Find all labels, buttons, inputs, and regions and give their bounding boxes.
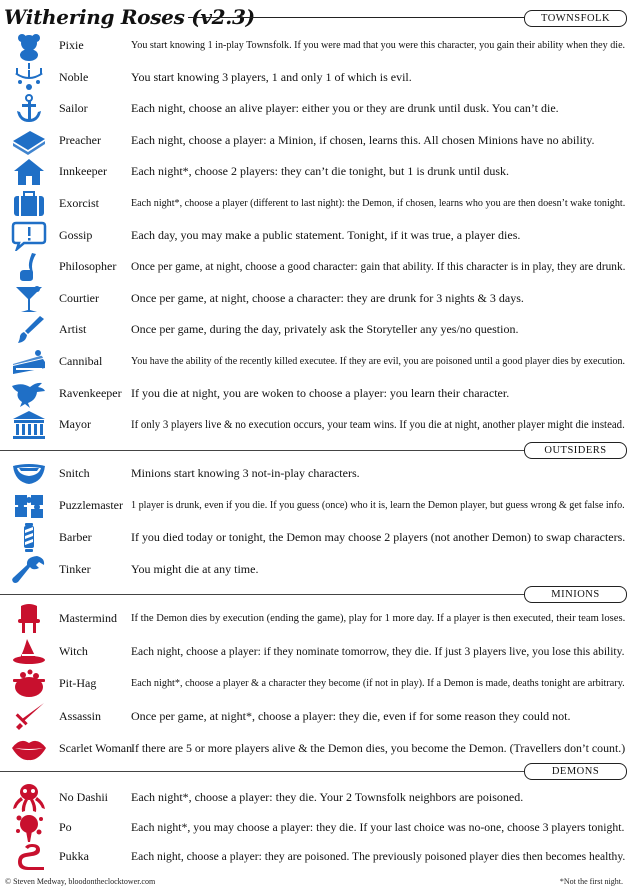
- role-row-courtier: [0, 283, 629, 314]
- role-name: Philosopher: [59, 259, 117, 274]
- role-name: Ravenkeeper: [59, 385, 122, 400]
- role-ability: You start knowing 1 in-play Townsfolk. If you were mad that you were this character, you gain their ability when they die.: [131, 39, 626, 51]
- role-row-tinker: [0, 554, 629, 585]
- pipe-icon: [10, 251, 48, 282]
- role-ability: Each night*, choose a player & a character they become (if not in play). If a Demon is made, deaths tonight are arbitrary.: [131, 677, 625, 689]
- role-name: Mastermind: [59, 611, 117, 625]
- cake-icon: [10, 346, 48, 377]
- title-rule: [188, 17, 524, 18]
- house-icon: [10, 156, 48, 187]
- role-ability: Each night, choose a player: if they nominate tomorrow, they die. If just 3 players live, you lose this ability.: [131, 643, 625, 658]
- puzzle-pieces-icon: [10, 490, 48, 521]
- minions-rule: [0, 594, 524, 595]
- blood-splatter-icon: [10, 812, 48, 843]
- section-label-townsfolk: TOWNSFOLK: [524, 10, 627, 27]
- role-name: Scarlet Woman: [59, 741, 133, 755]
- role-name: Artist: [59, 322, 87, 337]
- teddy-bear-icon: [10, 30, 48, 61]
- role-name: Noble: [59, 69, 89, 84]
- role-ability: You might die at any time.: [131, 562, 259, 576]
- role-name: Gossip: [59, 227, 93, 242]
- role-name: Exorcist: [59, 196, 99, 210]
- role-name: Snitch: [59, 466, 90, 480]
- role-name: Courtier: [59, 290, 99, 305]
- role-row-cannibal: [0, 346, 629, 377]
- role-row-assassin: [0, 701, 629, 732]
- role-row-pixie: [0, 30, 629, 61]
- witch-hat-icon: [10, 636, 48, 667]
- role-row-gossip: [0, 220, 629, 251]
- role-ability: You start knowing 3 players, 1 and only 1 of which is evil.: [131, 69, 412, 84]
- section-label-outsiders: OUTSIDERS: [524, 442, 627, 459]
- role-ability: 1 player is drunk, even if you die. If you guess (once) who it is, learn the Demon player, but guess wrong & get false info.: [131, 499, 625, 511]
- role-name: Innkeeper: [59, 164, 107, 179]
- role-ability: Each night*, you may choose a player: they die. If your last choice was no-one, choose 3 players tonight.: [131, 819, 625, 834]
- role-name: Witch: [59, 643, 88, 658]
- role-name: Tinker: [59, 562, 91, 576]
- role-row-innkeeper: [0, 156, 629, 187]
- role-ability: If there are 5 or more players alive & the Demon dies, you become the Demon. (Travellers don’t count.): [131, 741, 626, 755]
- role-name: Pit-Hag: [59, 676, 97, 690]
- wrench-icon: [10, 554, 48, 585]
- role-name: Pixie: [59, 38, 84, 52]
- role-name: Cannibal: [59, 354, 103, 368]
- role-row-mastermind: [0, 603, 629, 634]
- role-ability: If only 3 players live & no execution occurs, your team wins. If you die at night, another player might die instead.: [131, 417, 625, 432]
- script-title: Withering Roses (v2.3): [4, 5, 255, 29]
- paintbrush-icon: [10, 314, 48, 345]
- role-ability: If the Demon dies by execution (ending the game), play for 1 more day. If a player is then executed, their team loses.: [131, 612, 626, 624]
- role-name: Preacher: [59, 132, 101, 147]
- role-name: Po: [59, 819, 72, 834]
- role-row-exorcist: [0, 188, 629, 219]
- role-row-preacher: [0, 125, 629, 156]
- role-name: Mayor: [59, 417, 91, 432]
- role-ability: Each night*, choose a player: they die. Your 2 Townsfolk neighbors are poisoned.: [131, 790, 524, 804]
- role-ability: Each day, you may make a public statement. Tonight, if it was true, a player dies.: [131, 227, 521, 242]
- role-name: Sailor: [59, 101, 88, 116]
- role-row-pukka: [0, 841, 629, 872]
- role-ability: Each night*, choose 2 players: they can’t die tonight, but 1 is drunk until dusk.: [131, 164, 510, 179]
- role-row-noble: [0, 62, 629, 93]
- role-ability: You have the ability of the recently killed executee. If they are evil, you are poisoned until a good player dies by execution.: [131, 355, 626, 367]
- footer-credit: © Steven Medway, bloodontheclocktower.com: [5, 877, 156, 886]
- speech-bubble-icon: [10, 220, 48, 251]
- role-row-no-dashii: [0, 782, 629, 813]
- role-row-pit-hag: [0, 668, 629, 699]
- barber-pole-icon: [10, 522, 48, 553]
- role-ability: Once per game, at night, choose a character: they are drunk for 3 nights & 3 days.: [131, 290, 524, 305]
- book-icon: [10, 125, 48, 156]
- role-ability: Each night, choose an alive player: either you or they are drunk until dusk. You can’t die.: [131, 101, 559, 116]
- section-label-minions: MINIONS: [524, 586, 627, 603]
- section-label-demons: DEMONS: [524, 763, 627, 780]
- role-row-mayor: [0, 409, 629, 440]
- role-row-scarlet-woman: [0, 733, 629, 764]
- role-row-snitch: [0, 458, 629, 489]
- role-row-witch: [0, 636, 629, 667]
- chair-icon: [10, 603, 48, 634]
- role-name: Pukka: [59, 849, 89, 863]
- role-name: Barber: [59, 530, 92, 544]
- role-ability: If you die at night, you are woken to choose a player: you learn their character.: [131, 385, 510, 400]
- footer-note: *Not the first night.: [559, 877, 623, 886]
- role-row-barber: [0, 522, 629, 553]
- role-row-artist: [0, 314, 629, 345]
- grinning-mouth-icon: [10, 458, 48, 489]
- suitcase-icon: [10, 188, 48, 219]
- cauldron-icon: [10, 668, 48, 699]
- lips-icon: [10, 733, 48, 764]
- role-name: No Dashii: [59, 790, 108, 804]
- serpent-icon: [10, 841, 48, 872]
- role-row-puzzlemaster: [0, 490, 629, 521]
- town-hall-icon: [10, 409, 48, 440]
- role-row-po: [0, 812, 629, 843]
- role-ability: If you died today or tonight, the Demon may choose 2 players (not another Demon) to swap characters.: [131, 530, 626, 544]
- raven-icon: [10, 378, 48, 409]
- role-ability: Each night*, choose a player (different to last night): the Demon, if chosen, learns who you are then doesn’t wake tonight.: [131, 197, 626, 209]
- role-name: Assassin: [59, 708, 102, 723]
- role-row-ravenkeeper: [0, 378, 629, 409]
- role-ability: Once per game, during the day, privately ask the Storyteller any yes/no question.: [131, 322, 519, 337]
- demons-rule: [0, 771, 524, 772]
- role-ability: Once per game, at night*, choose a player: they die, even if for some reason they could not.: [131, 708, 571, 723]
- role-ability: Each night, choose a player: a Minion, if chosen, learns this. All chosen Minions have no ability.: [131, 132, 595, 147]
- role-ability: Once per game, at night, choose a good character: gain that ability. If this character is in play, they are drunk.: [131, 259, 626, 274]
- role-ability: Each night, choose a player: they are poisoned. The previously poisoned player dies then becomes healthy.: [131, 849, 626, 863]
- role-ability: Minions start knowing 3 not-in-play characters.: [131, 466, 360, 480]
- octopus-icon: [10, 782, 48, 813]
- cocktail-glass-icon: [10, 283, 48, 314]
- chandelier-icon: [10, 62, 48, 93]
- anchor-icon: [10, 93, 48, 124]
- outsiders-rule: [0, 450, 524, 451]
- role-row-sailor: [0, 93, 629, 124]
- role-row-philosopher: [0, 251, 629, 282]
- role-name: Puzzlemaster: [59, 498, 123, 512]
- dagger-icon: [10, 701, 48, 732]
